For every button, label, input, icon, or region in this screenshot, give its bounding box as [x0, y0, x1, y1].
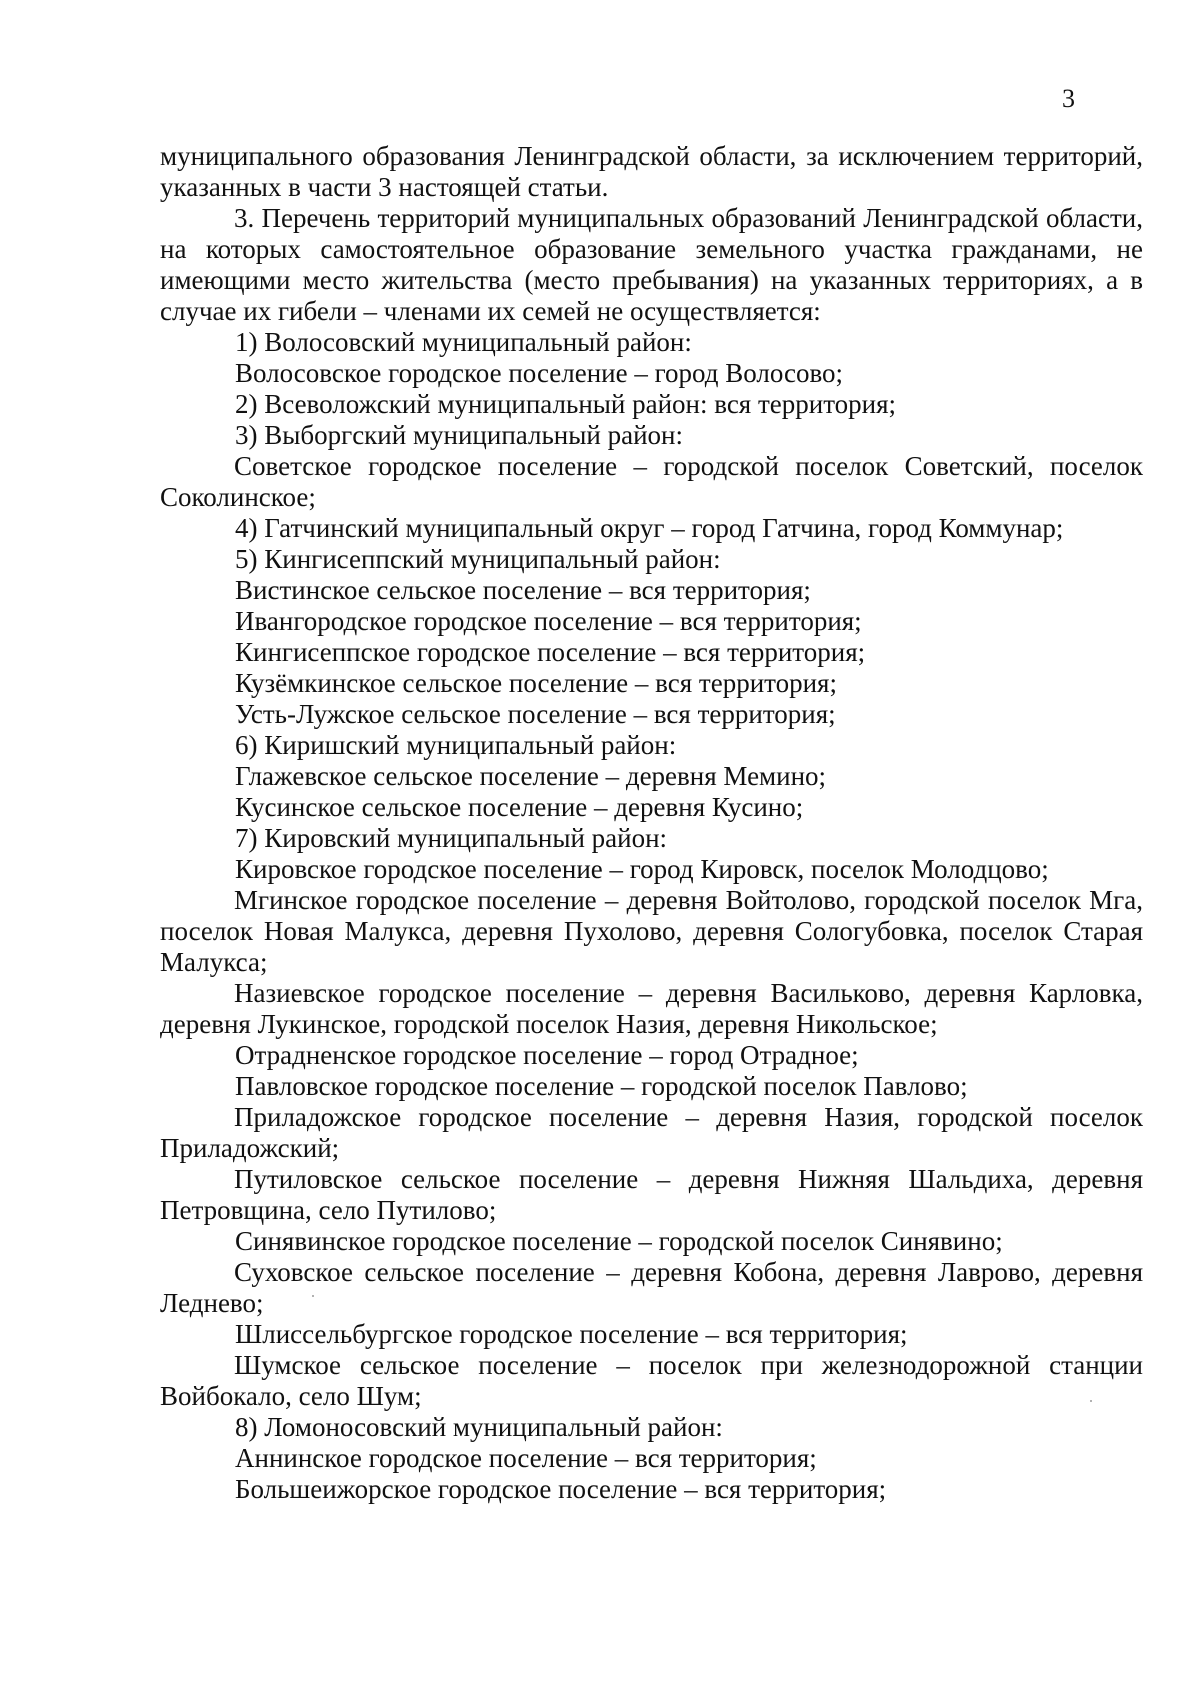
document-body [160, 141, 1143, 1505]
paragraph: 6) Киришский муниципальный район: [235, 730, 677, 760]
paragraph: 7) Кировский муниципальный район: [235, 823, 668, 853]
paragraph: Синявинское городское поселение – городской поселок Синявино; [235, 1226, 1003, 1256]
paragraph: Большеижорское городское поселение – вся территория; [235, 1474, 887, 1504]
paragraph: 5) Кингисеппский муниципальный район: [235, 544, 721, 574]
paragraph: Советское городское поселение – городской поселок Советский, поселок Соколинское; [160, 451, 1143, 512]
paragraph: Кингисеппское городское поселение – вся территория; [235, 637, 866, 667]
paragraph: Кировское городское поселение – город Кировск, поселок Молодцово; [235, 854, 1049, 884]
paragraph: Вистинское сельское поселение – вся территория; [235, 575, 811, 605]
paragraph: Кузёмкинское сельское поселение – вся территория; [235, 668, 837, 698]
paragraph: 4) Гатчинский муниципальный округ – город Гатчина, город Коммунар; [235, 513, 1064, 543]
paragraph: Назиевское городское поселение – деревня Васильково, деревня Карловка, деревня Лукинское, городской поселок Назия, деревня Никольское; [160, 978, 1143, 1039]
paragraph: 3. Перечень территорий муниципальных образований Ленинградской области, на которых самостоятельное образование земельного участка гражданами, не имеющими место жительства (место пребывания) на указанных территориях, а в случае их гибели – членами их семей не осуществляется: [160, 203, 1143, 326]
paragraph: Путиловское сельское поселение – деревня Нижняя Шальдиха, деревня Петровщина, село Путилово; [160, 1164, 1143, 1225]
paragraph: 2) Всеволожский муниципальный район: вся территория; [235, 389, 897, 419]
paragraph: Шлиссельбургское городское поселение – вся территория; [235, 1319, 908, 1349]
paragraph: Аннинское городское поселение – вся территория; [235, 1443, 817, 1473]
paragraph: Суховское сельское поселение – деревня Кобона, деревня Лаврово, деревня Леднево; [160, 1257, 1143, 1318]
scan-speck [312, 1295, 314, 1297]
paragraph: 8) Ломоносовский муниципальный район: [235, 1412, 723, 1442]
paragraph: Волосовское городское поселение – город Волосово; [235, 358, 844, 388]
paragraph: Мгинское городское поселение – деревня Войтолово, городской поселок Мга, поселок Новая Малукса, деревня Пухолово, деревня Сологубовка, поселок Старая Малукса; [160, 885, 1143, 977]
paragraph: Приладожское городское поселение – деревня Назия, городской поселок Приладожский; [160, 1102, 1143, 1163]
paragraph: Шумское сельское поселение – поселок при железнодорожной станции Войбокало, село Шум; [160, 1350, 1143, 1411]
paragraph: 1) Волосовский муниципальный район: [235, 327, 692, 357]
scan-speck [1090, 1400, 1092, 1402]
paragraph: 3) Выборгский муниципальный район: [235, 420, 683, 450]
paragraph: Отрадненское городское поселение – город Отрадное; [235, 1040, 859, 1070]
paragraph: Павловское городское поселение – городской поселок Павлово; [235, 1071, 968, 1101]
paragraph: Ивангородское городское поселение – вся территория; [235, 606, 862, 636]
paragraph: Кусинское сельское поселение – деревня Кусино; [235, 792, 804, 822]
paragraph: Глажевское сельское поселение – деревня Мемино; [235, 761, 827, 791]
paragraph: Усть-Лужское сельское поселение – вся территория; [235, 699, 836, 729]
paragraph: муниципального образования Ленинградской области, за исключением территорий, указанных в части 3 настоящей статьи. [160, 141, 1143, 202]
page-number: 3 [1062, 84, 1075, 113]
